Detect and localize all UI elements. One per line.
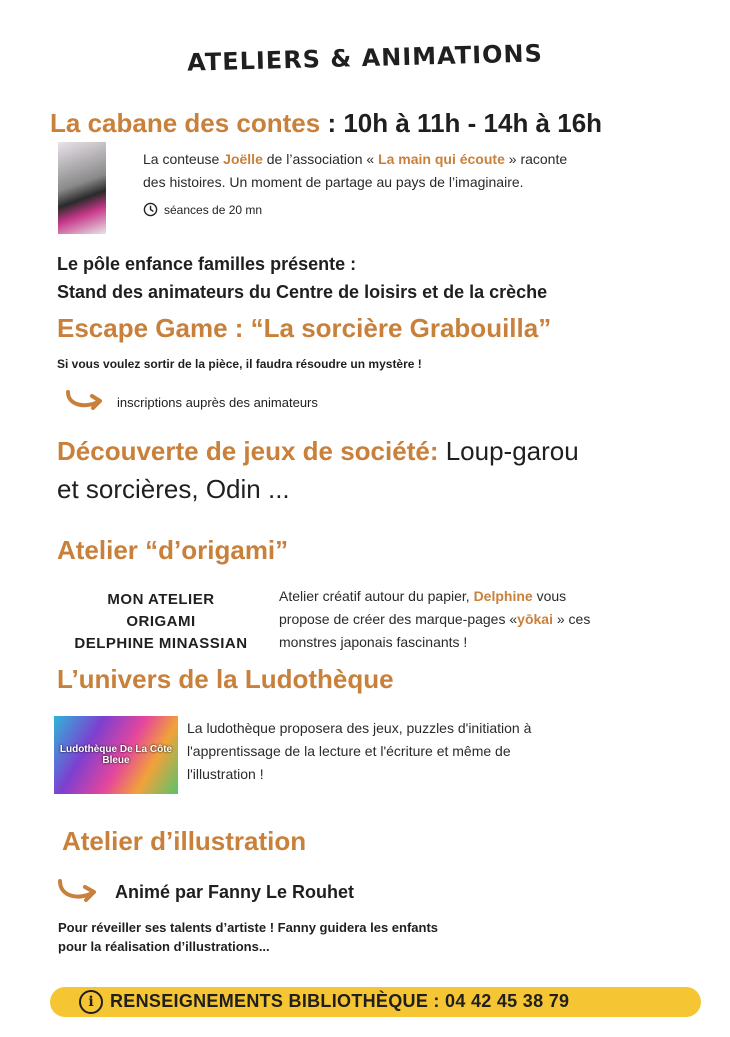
- ludo-line: l'illustration !: [187, 766, 264, 782]
- origami-description: [279, 585, 709, 654]
- ludo-description: [187, 717, 682, 786]
- illustration-heading: Atelier d’illustration: [62, 826, 307, 856]
- pole-line2: Stand des animateurs du Centre de loisirs et de la crèche: [57, 282, 548, 302]
- illustration-line: Pour réveiller ses talents d’artiste ! Fanny guidera les enfants: [58, 920, 439, 935]
- jeux-block: [57, 432, 707, 508]
- origami-logo-line: ORIGAMI: [126, 613, 196, 630]
- escape-description: Si vous voulez sortir de la pièce, il faudra résoudre un mystère !: [57, 357, 422, 371]
- illustration-description: [58, 918, 438, 956]
- origami-text: » ces: [552, 611, 591, 627]
- origami-text: Atelier créatif autour du papier,: [279, 588, 474, 604]
- ludo-line: La ludothèque proposera des jeux, puzzles d'initiation à: [187, 720, 532, 736]
- escape-heading: Escape Game : “La sorcière Grabouilla”: [57, 313, 552, 343]
- pole-block: [57, 250, 547, 306]
- illustration-animator: Animé par Fanny Le Rouhet: [115, 882, 355, 902]
- cabane-heading: La cabane des contes: [50, 108, 321, 138]
- origami-logo-line: MON ATELIER: [107, 591, 215, 608]
- storyteller-name: Joëlle: [223, 151, 263, 167]
- page-title: ATELIERS & ANIMATIONS: [186, 39, 544, 77]
- info-icon: i: [79, 990, 103, 1014]
- cabane-hours: : 10h à 11h - 14h à 16h: [320, 108, 603, 138]
- illustration-line: pour la réalisation d’illustrations...: [58, 939, 270, 954]
- curved-arrow-icon: [64, 388, 106, 414]
- clock-icon: [143, 202, 158, 217]
- ludo-line: l'apprentissage de la lecture et l'écriture et même de: [187, 743, 511, 759]
- origami-heading: Atelier “d’origami”: [57, 535, 289, 565]
- sessions-row: [143, 202, 262, 217]
- cabane-text-line2: des histoires. Un moment de partage au pays de l’imaginaire.: [143, 174, 524, 190]
- ludotheque-logo: [54, 716, 178, 794]
- cabane-text: » raconte: [504, 151, 568, 167]
- origami-text: monstres japonais fascinants !: [279, 634, 468, 650]
- origami-logo-line: DELPHINE MINASSIAN: [74, 635, 248, 652]
- origami-text: propose de créer des marque-pages «: [279, 611, 518, 627]
- pole-line1: Le pôle enfance familles présente :: [57, 254, 357, 274]
- origami-logo: [58, 589, 264, 655]
- cabane-heading-row: [50, 108, 602, 139]
- footer-contact: RENSEIGNEMENTS BIBLIOTHÈQUE : 04 42 45 38 79: [110, 991, 570, 1011]
- delphine-name: Delphine: [473, 588, 533, 604]
- yokai-text: yōkai: [517, 611, 553, 627]
- jeux-heading: Découverte de jeux de société:: [57, 436, 439, 466]
- cabane-text: de l’association «: [262, 151, 379, 167]
- ludotheque-logo-text: Ludothèque De La Côte Bleue: [59, 744, 173, 766]
- association-name: La main qui écoute: [378, 151, 505, 167]
- escape-inscription: inscriptions auprès des animateurs: [117, 395, 318, 410]
- jeux-text: Loup-garou: [438, 436, 579, 466]
- cabane-description: [143, 148, 703, 194]
- ludo-heading: L’univers de la Ludothèque: [57, 664, 394, 694]
- storyteller-image: [58, 142, 106, 234]
- cabane-text: La conteuse: [143, 151, 224, 167]
- origami-text: vous: [532, 588, 567, 604]
- jeux-text-line2: et sorcières, Odin ...: [57, 474, 290, 504]
- curved-arrow-icon: [55, 877, 101, 907]
- sessions-duration: séances de 20 mn: [164, 202, 263, 217]
